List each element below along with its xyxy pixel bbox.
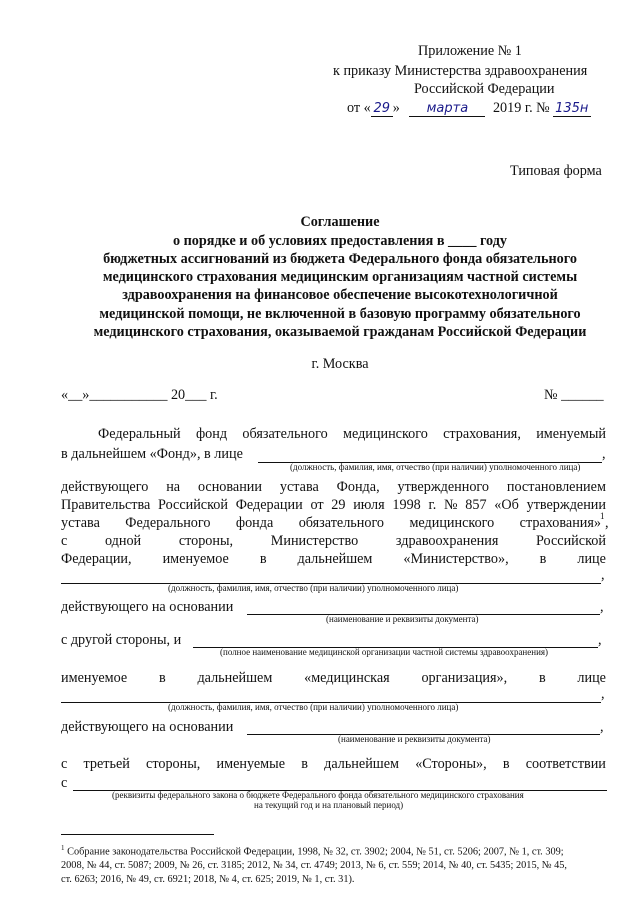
text-word: Российской	[536, 533, 606, 549]
order-number: 135н	[553, 101, 591, 117]
text-word: соответствии	[525, 756, 606, 772]
hint-ministry-basis: (наименование и реквизиты документа)	[326, 614, 479, 624]
para4-line1	[61, 756, 606, 773]
text-word: Федерации,	[61, 551, 132, 567]
text-word: одной	[104, 533, 142, 549]
other-side-label: с другой стороны, и	[61, 632, 182, 648]
order-date-line	[347, 100, 591, 117]
text-word: Министерство	[270, 533, 359, 549]
text-word: обязательного	[242, 426, 328, 442]
text-word: в	[539, 551, 547, 567]
text-word: устава	[61, 515, 100, 531]
text-word: утвержденного	[397, 479, 489, 495]
text-word: устава	[279, 479, 319, 495]
footnote-line-1: Собрание законодательства Российской Федерации, 1998, № 32, ст. 3902; 2004, № 51, ст. 5206; 2007, № 1, ст. 309;	[67, 846, 564, 858]
text-word: «Министерство»,	[403, 551, 509, 567]
text-word: от	[310, 497, 324, 513]
comma: ,	[602, 446, 606, 462]
text-word: третьей	[83, 756, 130, 772]
title-agreement: Соглашение	[300, 214, 380, 230]
footnote-line-3: ст. 6263; 2016, № 49, ст. 6921; 2018, № 4, ст. 625; 2019, № 1, ст. 31).	[61, 874, 355, 886]
text-word: Российской	[158, 497, 228, 513]
text-word: стороны,	[146, 756, 201, 772]
hint-organization-basis: (наименование и реквизиты документа)	[338, 734, 491, 744]
hint-federal-law-a: (реквизиты федерального закона о бюджете Федерального фонда обязательного медицинского страхования	[112, 790, 524, 800]
date-year: 2019 г. №	[492, 100, 550, 116]
comma: ,	[600, 599, 604, 615]
text-word: страхования,	[443, 426, 521, 442]
date-prefix: от «	[347, 100, 371, 116]
text-word: основании	[197, 479, 262, 495]
title-line-7: медицинского страхования, оказываемой гражданам Российской Федерации	[93, 324, 587, 340]
title-line-5: здравоохранения на финансовое обеспечение высокотехнологичной	[122, 287, 558, 303]
text-word: «медицинская	[304, 670, 390, 686]
text-word: в	[502, 756, 510, 772]
city: г. Москва	[311, 356, 369, 372]
text-word: 857	[465, 497, 487, 513]
form-type: Типовая форма	[510, 163, 602, 179]
text-word: лице	[577, 670, 606, 686]
text-word: с	[61, 756, 68, 772]
footnote-number: 1	[61, 844, 65, 852]
text-word: «Стороны»,	[415, 756, 487, 772]
agreement-number: № ______	[544, 387, 604, 403]
footnote	[61, 841, 619, 887]
comma: ,	[600, 719, 604, 735]
title-line-3: бюджетных ассигнований из бюджета Федерального фонда обязательного	[103, 251, 577, 267]
text-word: стороны,	[178, 533, 234, 549]
text-word: обязательного	[298, 515, 385, 531]
para3-line1	[61, 670, 606, 687]
text-word: 29	[331, 497, 346, 513]
text-word: именуемые	[216, 756, 285, 772]
para2-line2	[61, 497, 606, 514]
para1-line1	[98, 426, 606, 443]
text-word: 1998	[392, 497, 421, 513]
text-word: именуемое	[61, 670, 128, 686]
text-word: утверждении	[526, 497, 606, 513]
text-word: в	[538, 670, 546, 686]
text-word: фонда	[235, 515, 274, 531]
text-word: Правительства	[61, 497, 151, 513]
para1-line2: в дальнейшем «Фонд», в лице	[61, 446, 243, 462]
hint-organization-name: (полное наименование медицинской организации частной системы здравоохранения)	[220, 647, 549, 657]
text-word: Федерального	[125, 515, 211, 531]
text-word: дальнейшем	[324, 756, 399, 772]
hint-organization-signatory: (должность, фамилия, имя, отчество (при наличии) уполномоченного лица)	[168, 702, 459, 712]
text-word: страхования»	[519, 515, 601, 531]
text-word: на	[166, 479, 181, 495]
comma: ,	[601, 567, 605, 583]
text-word: Фонда,	[336, 479, 380, 495]
text-word: фонд	[195, 426, 228, 442]
date-day: 29	[371, 101, 393, 117]
text-word: постановлением	[506, 479, 606, 495]
text-word: дальнейшем	[197, 670, 273, 686]
footnote-divider	[61, 834, 214, 835]
text-word: в	[259, 551, 267, 567]
footnote-mark: 1	[600, 511, 605, 521]
text-word: дальнейшем	[297, 551, 373, 567]
hint-federal-law-b: на текущий год и на плановый период)	[254, 800, 404, 810]
hint-ministry-signatory: (должность, фамилия, имя, отчество (при наличии) уполномоченного лица)	[168, 583, 459, 593]
title-line-2: о порядке и об условиях предоставления в ____ году	[172, 233, 508, 249]
text-word: именуемый	[536, 426, 606, 442]
text-word: медицинского	[342, 426, 428, 442]
appendix-title: Приложение № 1	[418, 43, 522, 59]
text-word: лице	[577, 551, 606, 567]
para2-line5	[61, 551, 606, 568]
date-month: марта	[409, 101, 485, 117]
para2-line4	[61, 533, 606, 550]
para2-line1	[61, 479, 606, 496]
title-line-6: медицинской помощи, не включенной в базовую программу обязательного	[99, 306, 581, 322]
comma: ,	[598, 632, 602, 648]
text-word: Федерации	[235, 497, 303, 513]
text-word: июля	[353, 497, 385, 513]
acting-basis-label-2: действующего на основании	[61, 719, 234, 735]
text-word: действующего	[61, 479, 149, 495]
date-mid: »	[392, 100, 400, 116]
comma: ,	[601, 686, 605, 702]
comma: ,	[605, 515, 609, 531]
text-word: «Об	[494, 497, 519, 513]
agreement-date: «__»___________ 20___ г.	[61, 387, 218, 403]
text-word: г.	[428, 497, 437, 513]
hint-fund-signatory: (должность, фамилия, имя, отчество (при наличии) уполномоченного лица)	[290, 462, 581, 472]
text-word: именуемое	[162, 551, 229, 567]
text-word: здравоохранения	[395, 533, 499, 549]
ministry-country: Российской Федерации	[414, 81, 555, 97]
para4-line2: с	[61, 775, 68, 791]
text-word: с	[61, 533, 68, 549]
text-word: №	[444, 497, 458, 513]
text-word: в	[301, 756, 308, 772]
text-word: организация»,	[421, 670, 508, 686]
text-word: медицинского	[409, 515, 495, 531]
text-word: Федеральный	[98, 426, 181, 442]
acting-basis-label: действующего на основании	[61, 599, 234, 615]
footnote-line-2: 2008, № 44, ст. 5087; 2009, № 26, ст. 3185; 2012, № 34, ст. 4749; 2013, № 6, ст. 559; 2014, № 40, ст. 5435; 2015, № 45,	[61, 860, 568, 872]
order-reference: к приказу Министерства здравоохранения	[333, 63, 588, 79]
title-line-4: медицинского страхования медицинским организациям частной системы	[102, 269, 578, 285]
text-word: в	[158, 670, 166, 686]
para2-line3	[61, 515, 601, 532]
